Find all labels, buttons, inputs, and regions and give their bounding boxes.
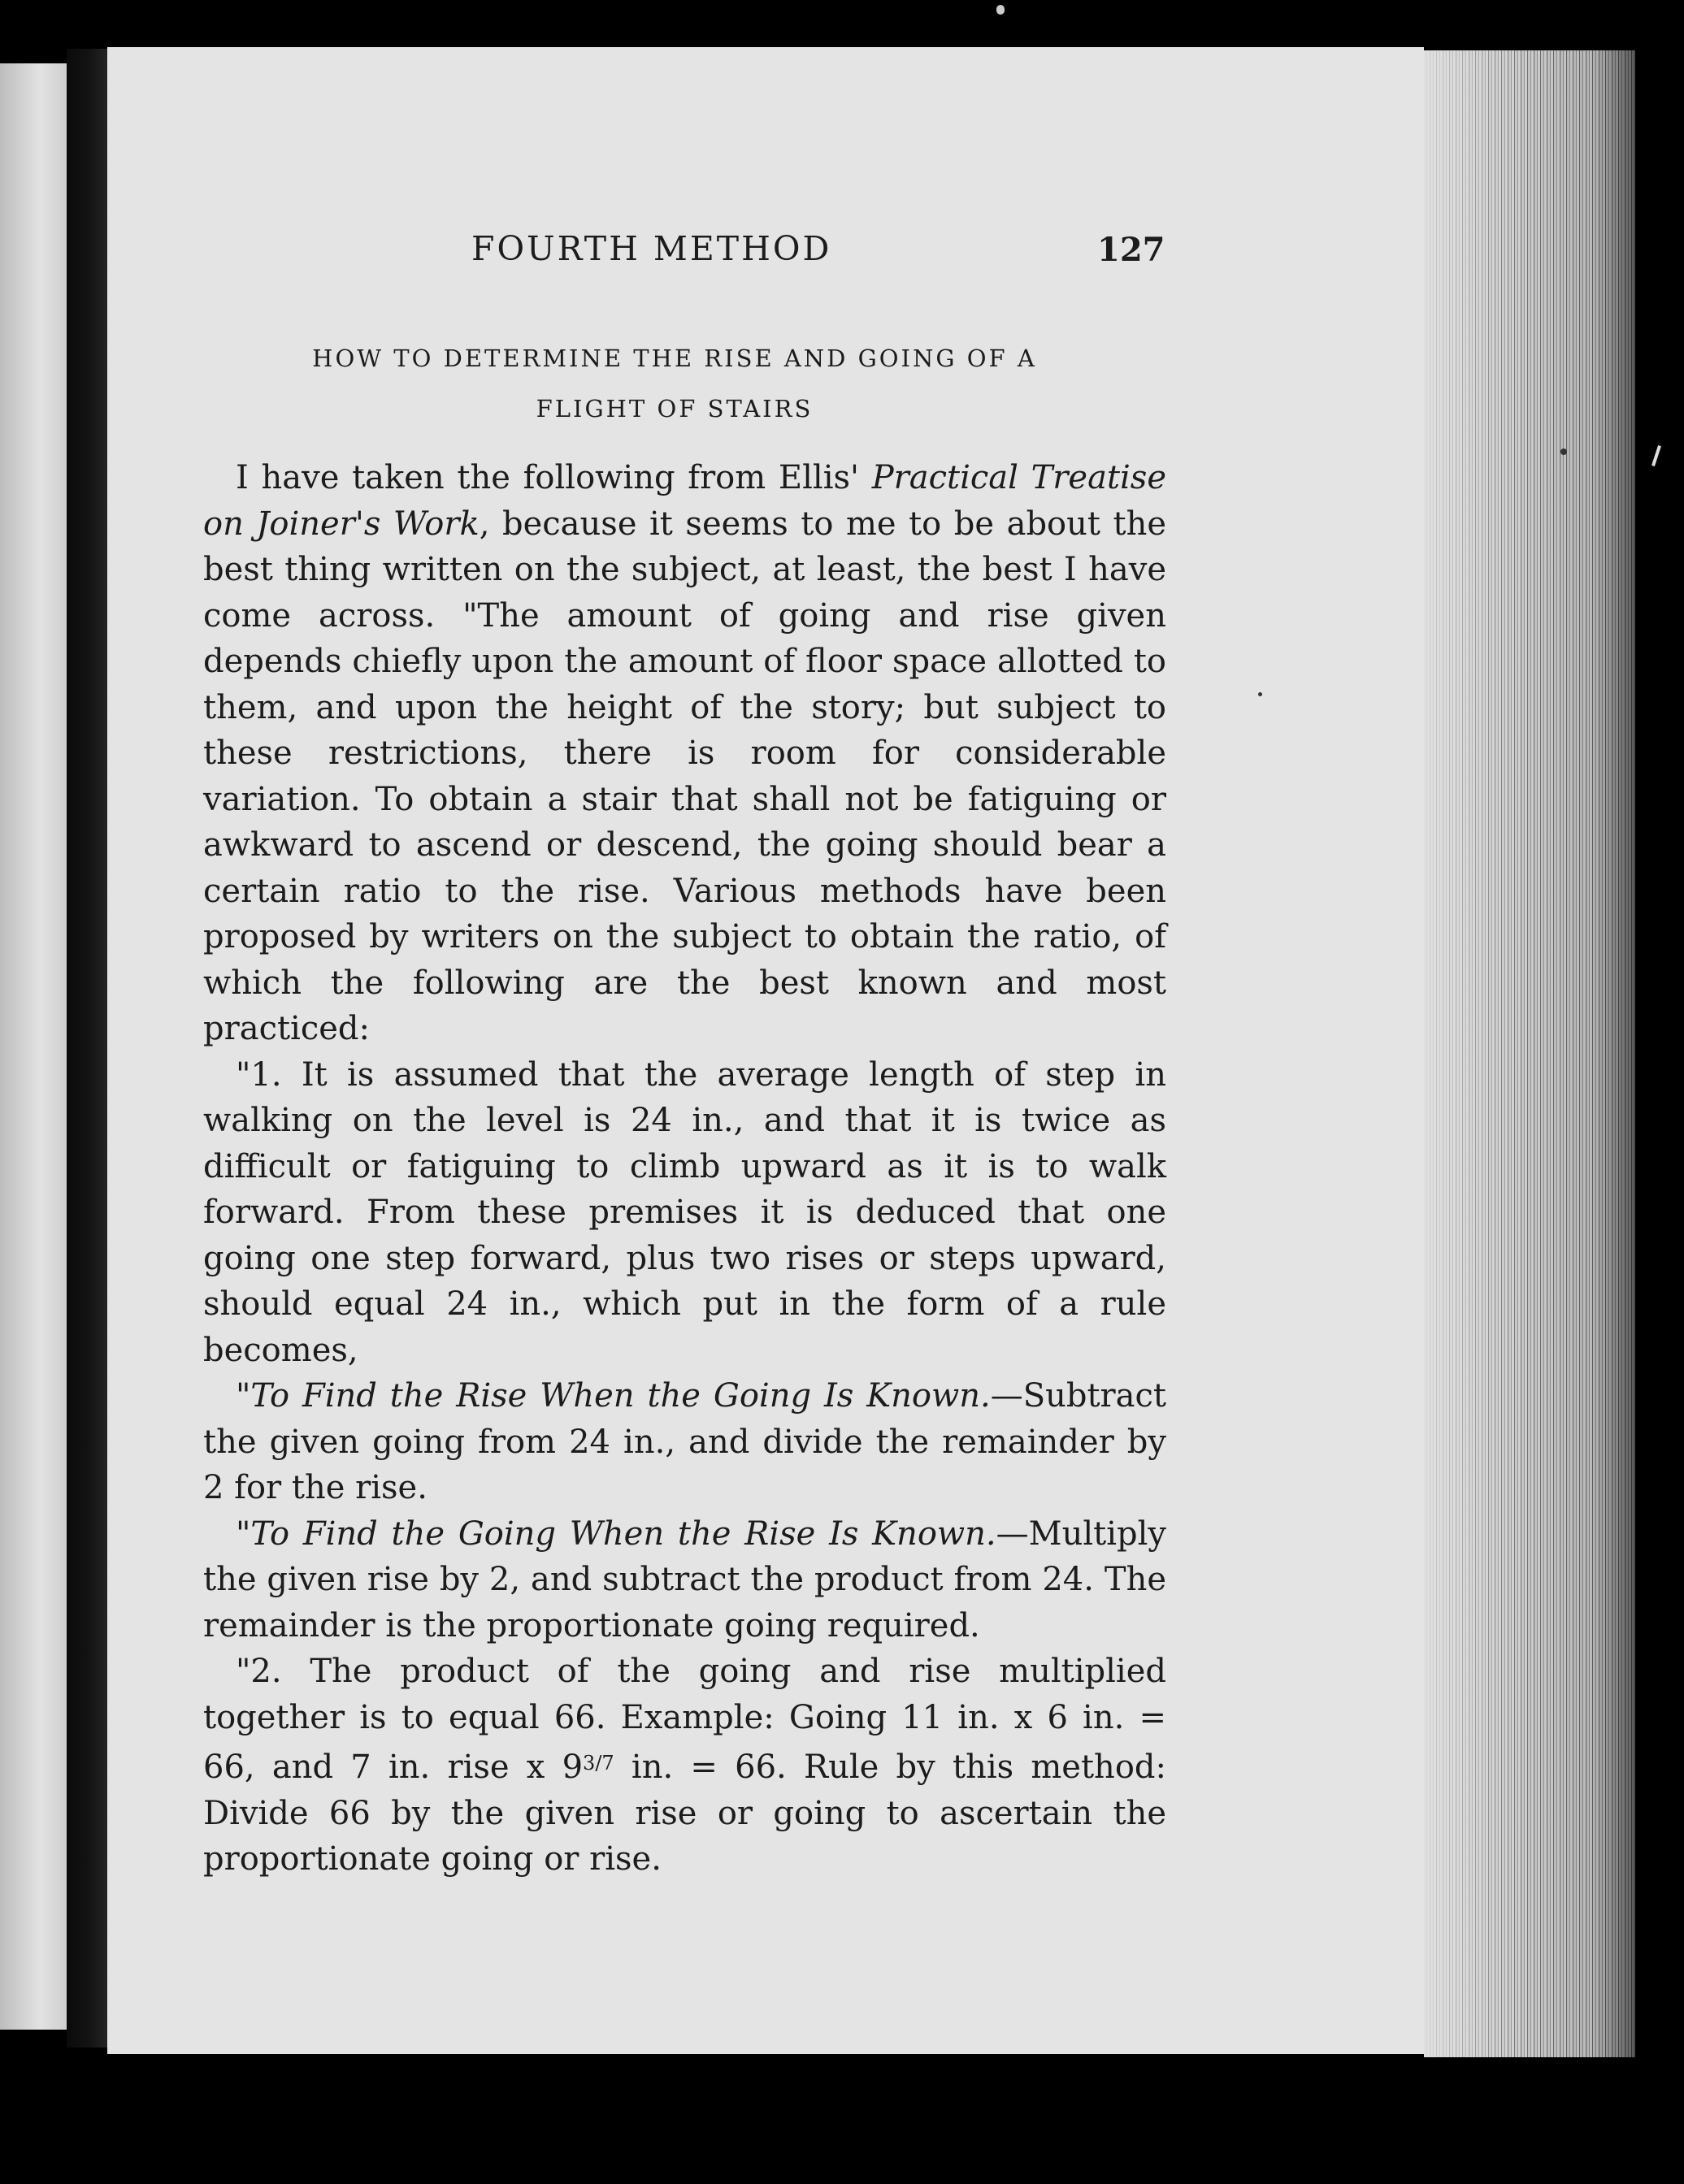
running-title: FOURTH METHOD — [471, 229, 832, 268]
rule-title-rise: "To Find the Rise When the Going Is Known. — [236, 1377, 991, 1415]
paragraph-1 — [203, 455, 1166, 1052]
rule-title-going: "To Find the Going When the Rise Is Known. — [236, 1514, 996, 1553]
rule-text-rise: —Subtract the given going from 24 in., and divide the remainder by 2 for the rise. — [203, 1377, 1166, 1506]
section-heading — [211, 333, 1138, 434]
fraction: 3/7 — [583, 1752, 614, 1774]
scan-speck — [1651, 445, 1661, 466]
rule-text-going: —Multiply the given rise by 2, and subtract the product from 24. The remainder is the proportionate going required. — [203, 1514, 1166, 1644]
paragraph-5-rest: in. = 66. Rule by this method: Divide 66 by the given rise or going to ascertain the proportionate going or rise. — [203, 1748, 1166, 1878]
running-head — [471, 229, 1187, 278]
paragraph-4 — [203, 1511, 1166, 1649]
paragraph-3 — [203, 1373, 1166, 1511]
paragraph-5 — [203, 1649, 1166, 1883]
scan-speck — [1560, 448, 1567, 455]
book-title: Practical Treatise on Joiner's Work — [203, 459, 1167, 543]
paragraph-1-start: I have taken the following from Ellis' — [236, 459, 872, 496]
scan-speck — [1258, 692, 1262, 696]
left-page-edge — [0, 63, 67, 2030]
section-heading-line-1: HOW TO DETERMINE THE RISE AND GOING OF A — [312, 344, 1037, 372]
body-text — [203, 455, 1166, 1883]
paragraph-1-rest: , because it seems to me to be about the best thing written on the subject, at least, the best I have come across. "The amount of going and rise given depends chiefly upon the amount of floor space allotted to them, and upon the height of the story; but subject to these restrictions, there is room for considerable variation. To obtain a stair that shall not be fatiguing or awkward to ascend or descend, the going should bear a certain ratio to the rise. Various methods have been proposed by writers on the subject to obtain the ratio, of which the following are the best known and most practiced: — [203, 505, 1167, 1047]
page-number: 127 — [1097, 231, 1165, 269]
scan-speck — [996, 5, 1005, 15]
paragraph-5-start: "2. The product of the going and rise multiplied together is to equal 66. Example: Going 11 in. x 6 in. = 66, and 7 in. rise x 9 — [203, 1653, 1166, 1786]
page-stack-shadow — [1424, 50, 1635, 2057]
paragraph-2: "1. It is assumed that the average length of step in walking on the level is 24 in., and that it is twice as difficult or fatiguing to climb upward as it is to walk forward. From these premises it is deduced that one going one step forward, plus two rises or steps upward, should equal 24 in., which put in the form of a rule becomes, — [203, 1055, 1166, 1369]
section-heading-line-2: FLIGHT OF STAIRS — [536, 395, 814, 422]
